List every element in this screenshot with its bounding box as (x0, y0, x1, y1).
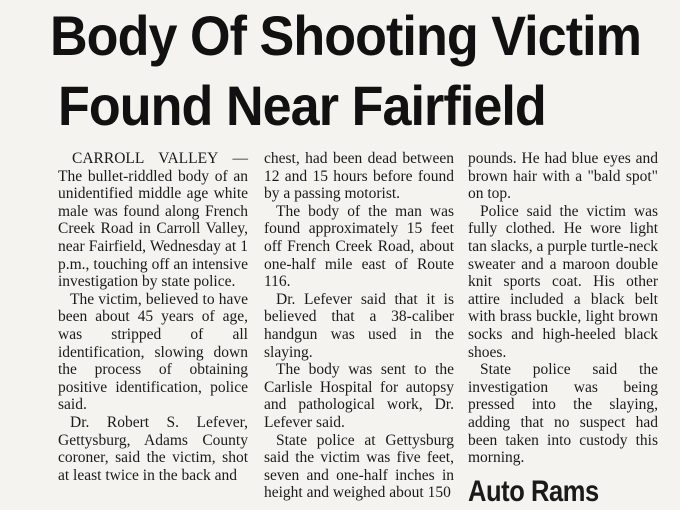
paragraph: CARROLL VALLEY — The bullet-riddled body of an unidentified middle age white male was found along French Creek Road in Carroll Valley, near Fairfield, Wednesday at 1 p.m., touching off an intensive investigation by state police. (58, 150, 248, 291)
paragraph: The body was sent to the Carlisle Hospital for autopsy and pathological work, Dr. Lefever said. (264, 361, 454, 431)
paragraph: Police said the victim was fully clothed. He wore light tan slacks, a purple turtle-neck sweater and a maroon double knit sports coat. His other attire included a black belt with brass buckle, light brown socks and high-heeled black shoes. (468, 202, 658, 361)
article-column-3 (468, 150, 658, 467)
paragraph: The victim, believed to have been about 45 years of age, was stripped of all identification, slowing down the process of obtaining positive identification, police said. (58, 290, 248, 414)
paragraph: chest, had been dead between 12 and 15 hours before found by a passing motorist. (264, 150, 454, 203)
paragraph: State police at Gettysburg said the victim was five feet, seven and one-half inches in height and weighed about 150 (264, 431, 454, 502)
article-column-2 (264, 150, 454, 502)
paragraph: Dr. Lefever said that it is believed that a 38-caliber handgun was used in the slaying. (264, 290, 454, 361)
article-column-1 (58, 150, 248, 484)
headline-line-1: Body Of Shooting Victim (50, 4, 642, 67)
paragraph: State police said the investigation was being pressed into the slaying, adding that no suspect had been taken into custody this morning. (468, 361, 658, 467)
headline-line-2: Found Near Fairfield (58, 74, 546, 137)
paragraph: Dr. Robert S. Lefever, Gettysburg, Adams County coroner, said the victim, shot at least twice in the back and (58, 413, 248, 484)
paragraph: The body of the man was found approximately 15 feet off French Creek Road, about one-half mile east of Route 116. (264, 202, 454, 291)
next-article-headline: Auto Rams (468, 475, 599, 508)
paragraph: pounds. He had blue eyes and brown hair with a "bald spot" on top. (468, 150, 658, 203)
